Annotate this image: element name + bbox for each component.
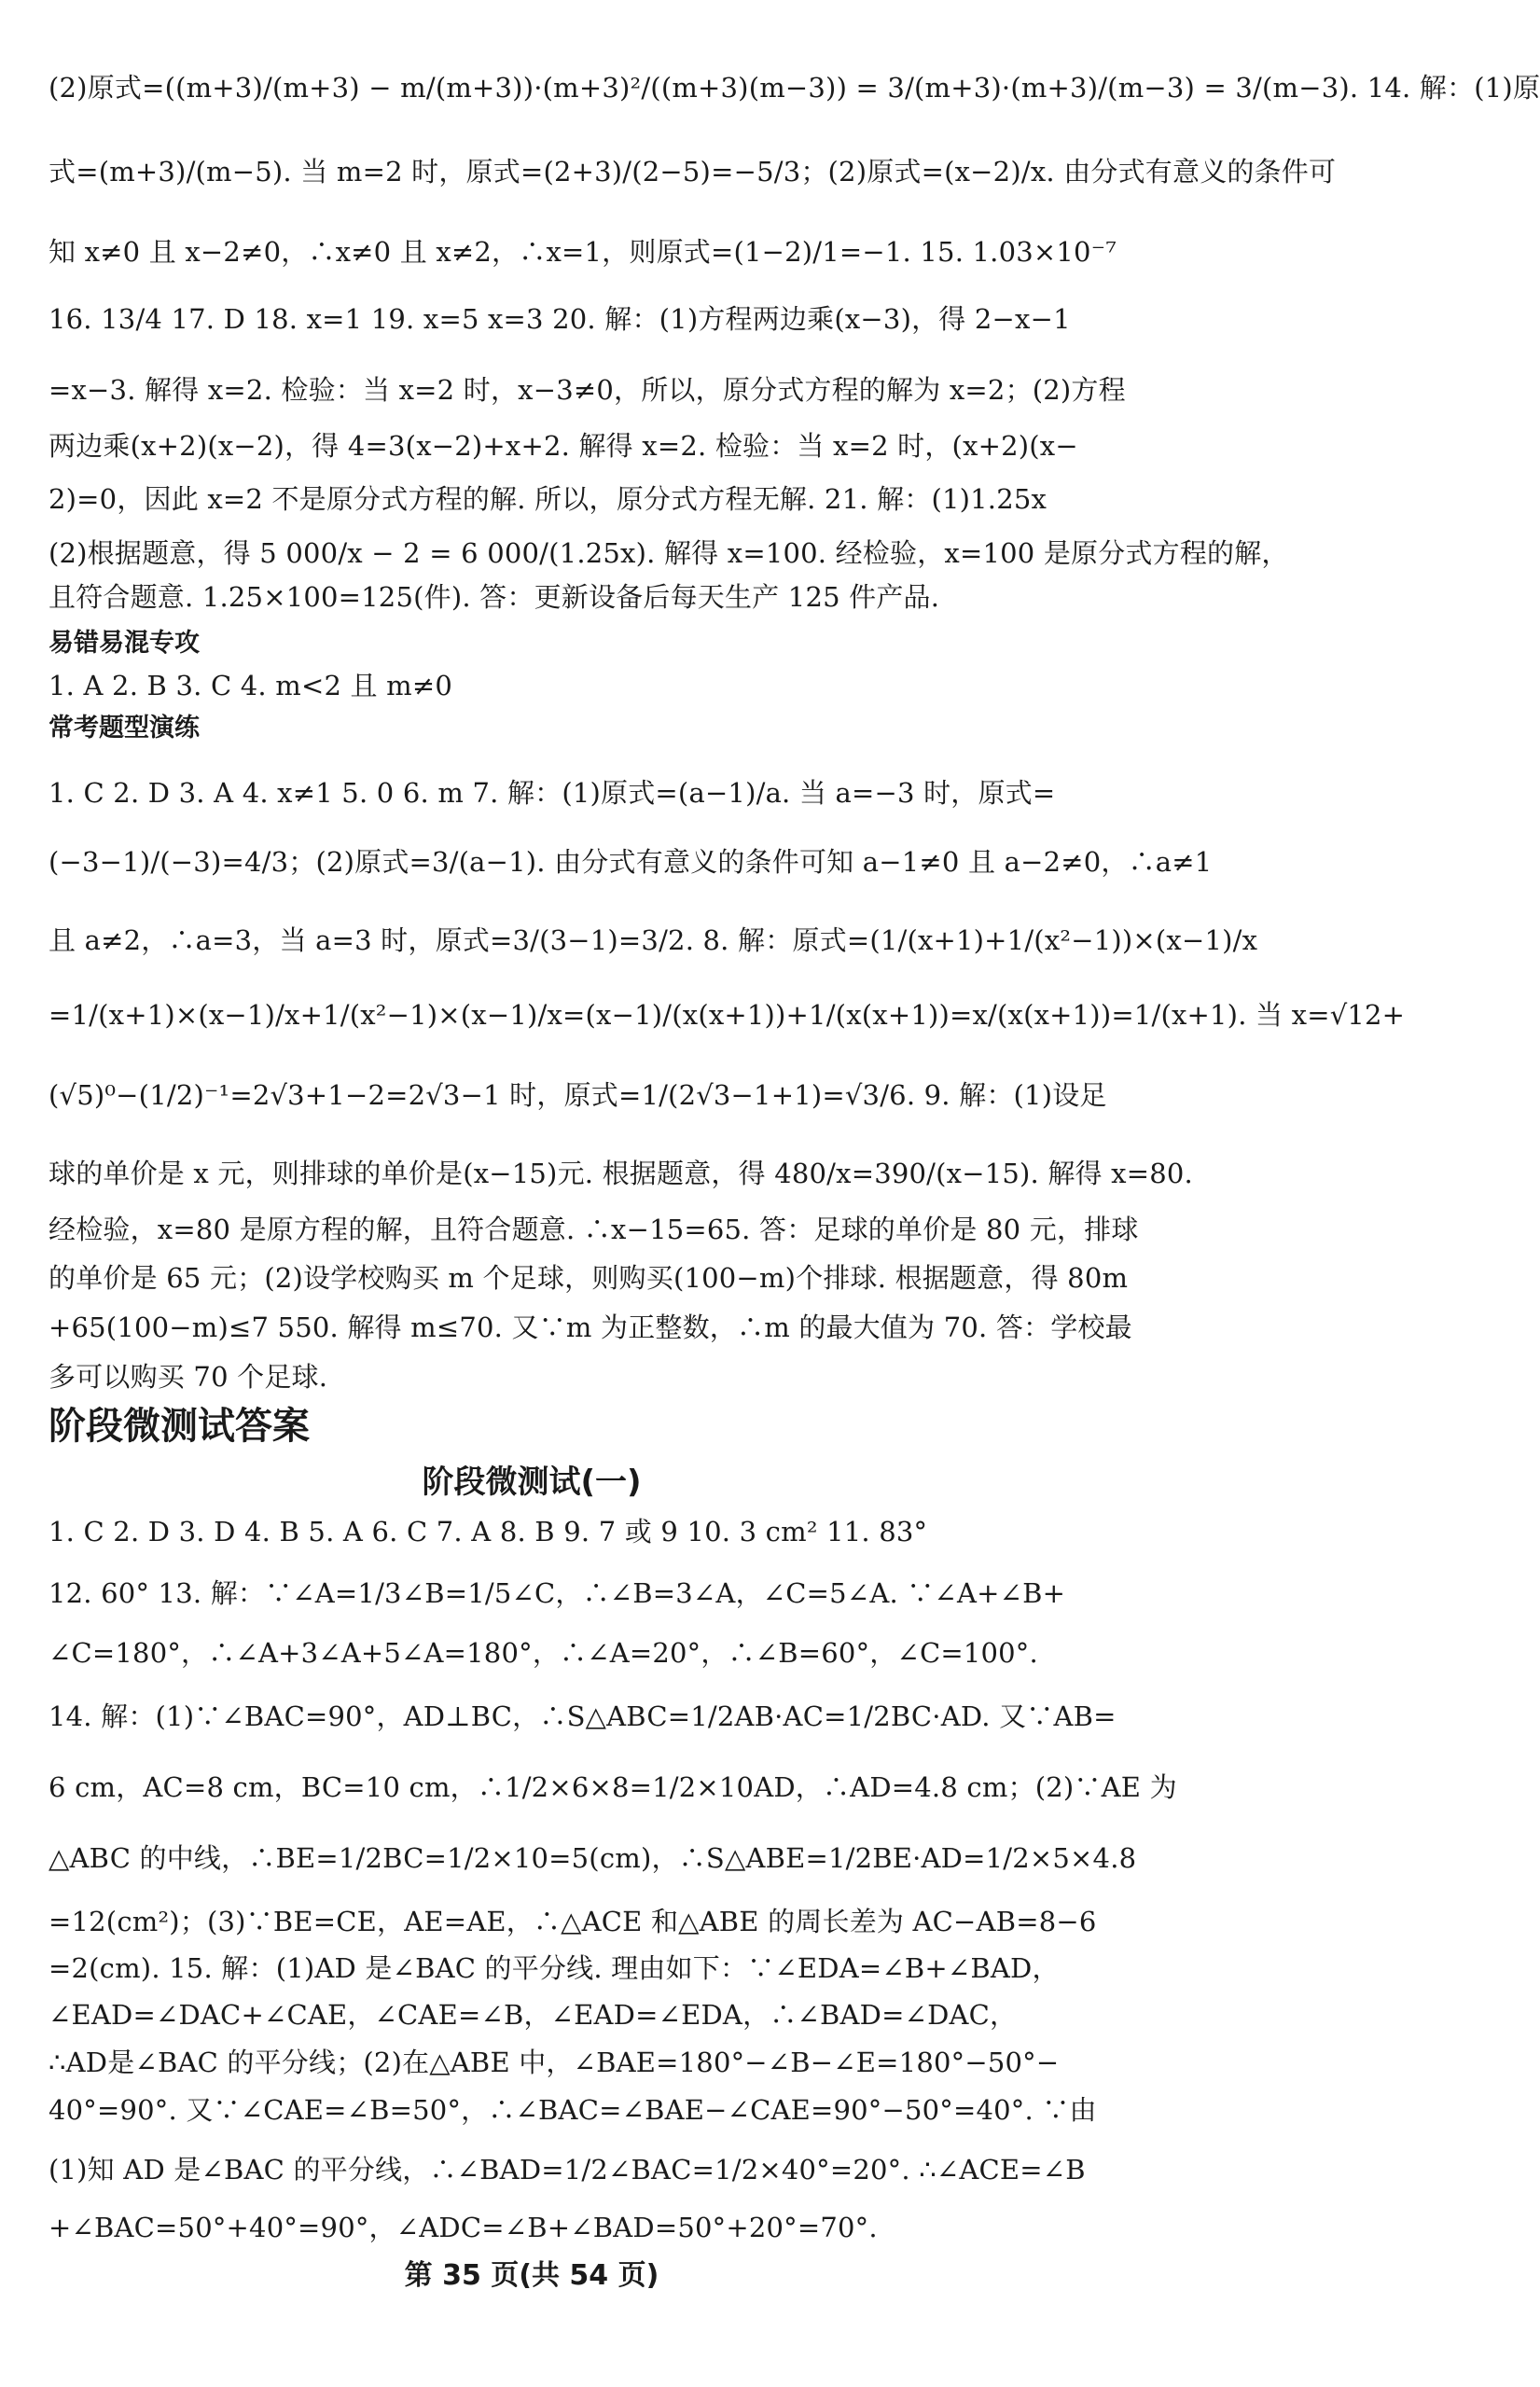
text-line: 的单价是 65 元；(2)设学校购买 m 个足球，则购买(100−m)个排球. 根据题意，得 80m [49,1262,1129,1294]
text-line: 多可以购买 70 个足球. [49,1361,328,1393]
text-line: △ABC 的中线，∴BE=1/2BC=1/2×10=5(cm)，∴S△ABE=1/2BE·AD=1/2×5×4.8 [49,1842,1137,1874]
test-title: 阶段微测试(一) [422,1464,642,1501]
text-line: 1. A 2. B 3. C 4. m<2 且 m≠0 [49,670,452,701]
text-line: 式=(m+3)/(m−5). 当 m=2 时，原式=(2+3)/(2−5)=−5/3；(2)原式=(x−2)/x. 由分式有意义的条件可 [49,156,1337,187]
text-line: +∠BAC=50°+40°=90°，∠ADC=∠B+∠BAD=50°+20°=70°. [49,2212,878,2243]
text-line: ∴AD是∠BAC 的平分线；(2)在△ABE 中，∠BAE=180°−∠B−∠E=180°−50°− [49,2047,1060,2078]
text-line: 球的单价是 x 元，则排球的单价是(x−15)元. 根据题意，得 480/x=390/(x−15). 解得 x=80. [49,1158,1193,1189]
text-line: ∠C=180°，∴∠A+3∠A+5∠A=180°，∴∠A=20°，∴∠B=60°，∠C=100°. [49,1637,1038,1669]
text-line: =2(cm). 15. 解：(1)AD 是∠BAC 的平分线. 理由如下：∵∠EDA=∠B+∠BAD， [49,1952,1060,1984]
text-line: 且符合题意. 1.25×100=125(件). 答：更新设备后每天生产 125 件产品. [49,581,940,613]
text-line: 知 x≠0 且 x−2≠0，∴x≠0 且 x≠2，∴x=1，则原式=(1−2)/1=−1. 15. 1.03×10⁻⁷ [49,236,1117,268]
text-line: 1. C 2. D 3. D 4. B 5. A 6. C 7. A 8. B 9. 7 或 9 10. 3 cm² 11. 83° [49,1516,928,1547]
text-line: 6 cm，AC=8 cm，BC=10 cm，∴1/2×6×8=1/2×10AD，∴AD=4.8 cm；(2)∵AE 为 [49,1771,1177,1803]
text-line: 2)=0，因此 x=2 不是原分式方程的解. 所以，原分式方程无解. 21. 解：(1)1.25x [49,483,1047,515]
text-line: 且 a≠2，∴a=3，当 a=3 时，原式=3/(3−1)=3/2. 8. 解：原式=(1/(x+1)+1/(x²−1))×(x−1)/x [49,924,1258,956]
text-line: =1/(x+1)×(x−1)/x+1/(x²−1)×(x−1)/x=(x−1)/(x(x+1))+1/(x(x+1))=x/(x(x+1))=1/(x+1). 当 x=√12+ [49,999,1406,1031]
text-line: (2)原式=((m+3)/(m+3) − m/(m+3))·(m+3)²/((m+3)(m−3)) = 3/(m+3)·(m+3)/(m−3) = 3/(m−3). 14. 解：(1)原 [49,72,1540,104]
text-line: 16. 13/4 17. D 18. x=1 19. x=5 x=3 20. 解：(1)方程两边乘(x−3)，得 2−x−1 [49,303,1071,335]
text-line: (−3−1)/(−3)=4/3；(2)原式=3/(a−1). 由分式有意义的条件可知 a−1≠0 且 a−2≠0，∴a≠1 [49,846,1213,878]
text-line: 两边乘(x+2)(x−2)，得 4=3(x−2)+x+2. 解得 x=2. 检验：当 x=2 时，(x+2)(x− [49,430,1078,462]
page-footer: 第 35 页(共 54 页) [404,2259,659,2292]
text-line: (√5)⁰−(1/2)⁻¹=2√3+1−2=2√3−1 时，原式=1/(2√3−1+1)=√3/6. 9. 解：(1)设足 [49,1079,1107,1111]
text-line: (1)知 AD 是∠BAC 的平分线，∴∠BAD=1/2∠BAC=1/2×40°=20°. ∴∠ACE=∠B [49,2154,1086,2186]
text-line: 1. C 2. D 3. A 4. x≠1 5. 0 6. m 7. 解：(1)原式=(a−1)/a. 当 a=−3 时，原式= [49,777,1056,809]
text-line: =12(cm²)；(3)∵BE=CE，AE=AE，∴△ACE 和△ABE 的周长差为 AC−AB=8−6 [49,1906,1097,1937]
text-line: 14. 解：(1)∵∠BAC=90°，AD⊥BC，∴S△ABC=1/2AB·AC=1/2BC·AD. 又∵AB= [49,1700,1117,1732]
text-line: 经检验，x=80 是原方程的解，且符合题意. ∴x−15=65. 答：足球的单价是 80 元，排球 [49,1214,1139,1245]
text-line: ∠EAD=∠DAC+∠CAE，∠CAE=∠B，∠EAD=∠EDA，∴∠BAD=∠DAC， [49,1999,1018,2031]
text-line: (2)根据题意，得 5 000/x − 2 = 6 000/(1.25x). 解得 x=100. 经检验，x=100 是原分式方程的解， [49,537,1289,569]
text-line: =x−3. 解得 x=2. 检验：当 x=2 时，x−3≠0，所以，原分式方程的解为 x=2；(2)方程 [49,374,1126,406]
text-line: +65(100−m)≤7 550. 解得 m≤70. 又∵m 为正整数，∴m 的最大值为 70. 答：学校最 [49,1311,1132,1343]
text-line: 40°=90°. 又∵∠CAE=∠B=50°，∴∠BAC=∠BAE−∠CAE=90°−50°=40°. ∵由 [49,2094,1097,2126]
section-heading-yicuo: 易错易混专攻 [49,629,200,658]
section-heading-changkao: 常考题型演练 [49,714,200,742]
text-line: 12. 60° 13. 解：∵∠A=1/3∠B=1/5∠C，∴∠B=3∠A，∠C=5∠A. ∵∠A+∠B+ [49,1577,1066,1609]
section-title: 阶段微测试答案 [49,1405,310,1448]
